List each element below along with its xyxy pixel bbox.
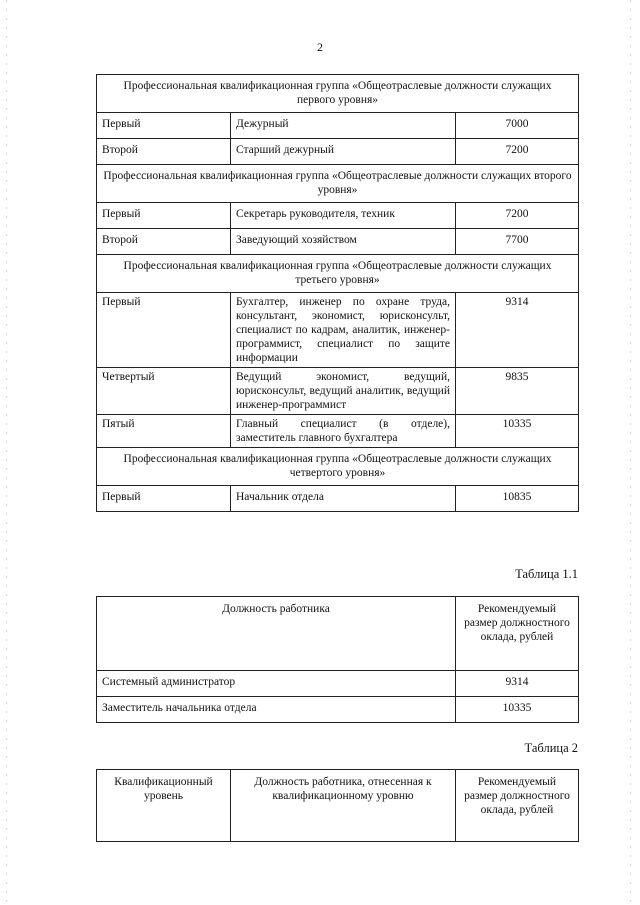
position-cell: Начальник отдела [231, 486, 456, 512]
position-cell: Заведующий хозяйством [231, 229, 456, 255]
group-title: Профессиональная квалификационная группа «Общеотраслевые должности служащих первого уровня» [97, 75, 579, 113]
position-cell: Секретарь руководителя, техник [231, 203, 456, 229]
level-cell: Пятый [97, 415, 231, 448]
left-margin-scan-marks [6, 0, 7, 905]
group-title: Профессиональная квалификационная группа «Общеотраслевые должности служащих второго уровня» [97, 165, 579, 203]
table-row [97, 203, 579, 229]
salary-cell: 10835 [456, 486, 579, 512]
salary-cell: 7700 [456, 229, 579, 255]
salary-cell: 7200 [456, 139, 579, 165]
position-cell: Ведущий экономист, ведущий, юрисконсульт, ведущий аналитик, ведущий инженер-программист [231, 368, 456, 415]
header-position: Должность работника, отнесенная к квалификационному уровню [231, 770, 456, 842]
table-row [97, 229, 579, 255]
salary-cell: 9835 [456, 368, 579, 415]
level-cell: Второй [97, 139, 231, 165]
table-caption: Таблица 2 [524, 741, 578, 755]
salary-cell: 9314 [456, 293, 579, 368]
level-cell: Первый [97, 113, 231, 139]
level-cell: Четвертый [97, 368, 231, 415]
level-cell: Первый [97, 293, 231, 368]
salary-cell: 10335 [456, 415, 579, 448]
position-cell: Старший дежурный [231, 139, 456, 165]
table-row [97, 139, 579, 165]
salary-cell: 7000 [456, 113, 579, 139]
level-cell: Первый [97, 486, 231, 512]
salary-cell: 10335 [456, 697, 579, 723]
table-header-row [97, 597, 579, 671]
header-level: Квалификационный уровень [97, 770, 231, 842]
table-row [97, 293, 579, 368]
position-cell: Дежурный [231, 113, 456, 139]
salary-table-1-1 [96, 596, 579, 723]
page-number: 2 [317, 40, 323, 54]
header-position: Должность работника [97, 597, 456, 671]
table-caption: Таблица 1.1 [515, 567, 578, 581]
table-header-row [97, 770, 579, 842]
salary-table-qualification-groups [96, 74, 579, 512]
table-row [97, 368, 579, 415]
level-cell: Первый [97, 203, 231, 229]
header-salary: Рекомендуемый размер должностного оклада, рублей [456, 597, 579, 671]
position-cell: Заместитель начальника отдела [97, 697, 456, 723]
table-row [97, 671, 579, 697]
position-cell: Системный администратор [97, 671, 456, 697]
table-row [97, 415, 579, 448]
position-cell: Главный специалист (в отделе), заместитель главного бухгалтера [231, 415, 456, 448]
table-row [97, 113, 579, 139]
salary-table-2 [96, 769, 579, 842]
salary-cell: 9314 [456, 671, 579, 697]
right-margin-scan-marks [630, 0, 631, 905]
table-row [97, 486, 579, 512]
salary-cell: 7200 [456, 203, 579, 229]
group-title: Профессиональная квалификационная группа «Общеотраслевые должности служащих четвертого уровня» [97, 448, 579, 486]
header-salary: Рекомендуемый размер должностного оклада, рублей [456, 770, 579, 842]
table-row [97, 697, 579, 723]
position-cell: Бухгалтер, инженер по охране труда, консультант, экономист, юрисконсульт, специалист по кадрам, аналитик, инженер-программист, специалист по защите информации [231, 293, 456, 368]
group-title: Профессиональная квалификационная группа «Общеотраслевые должности служащих третьего уровня» [97, 255, 579, 293]
level-cell: Второй [97, 229, 231, 255]
